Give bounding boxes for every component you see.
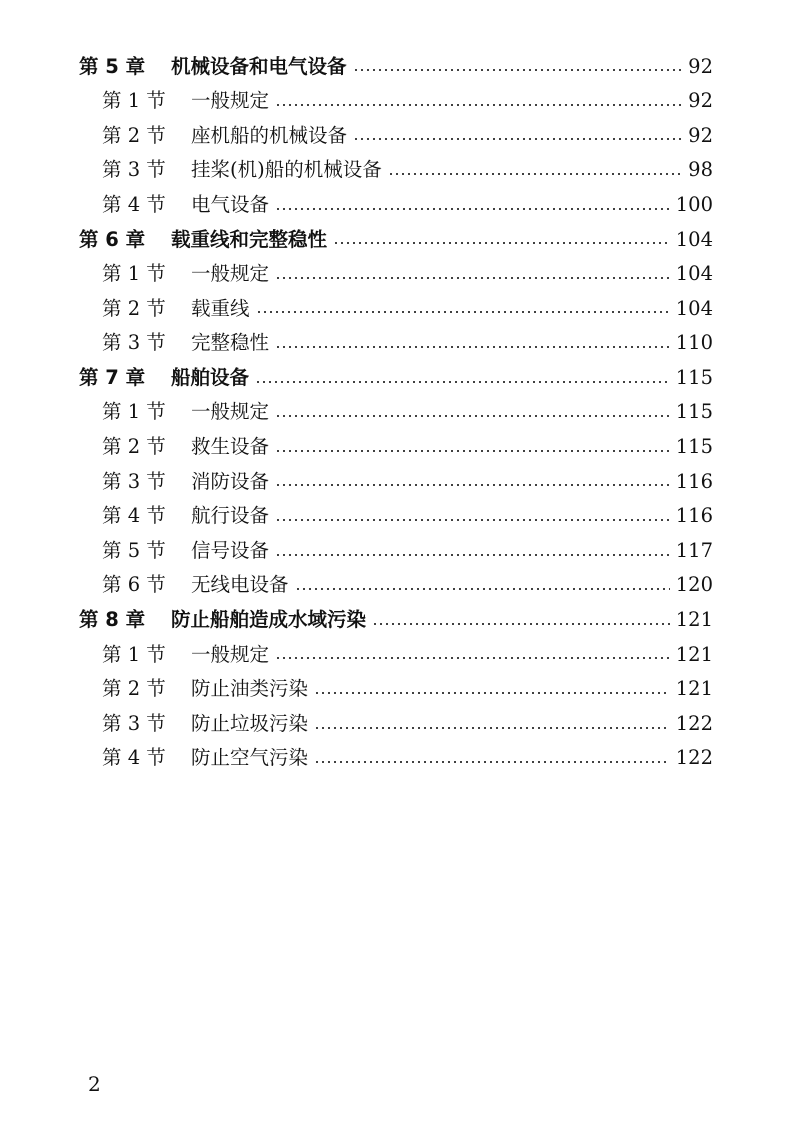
- entry-page-number: 104: [675, 296, 713, 320]
- dot-leader: [255, 381, 670, 383]
- entry-page-number: 115: [675, 435, 713, 459]
- entry-number: 第 5 节: [102, 538, 166, 562]
- entry-page-number: 117: [675, 538, 713, 562]
- entry-number: 第 2 节: [102, 677, 166, 701]
- entry-number: 第 8 章: [79, 608, 146, 632]
- dot-leader: [275, 657, 670, 659]
- entry-title: 电气设备: [191, 192, 270, 216]
- entry-title: 座机船的机械设备: [191, 123, 348, 147]
- dot-leader: [275, 554, 670, 556]
- entry-number: 第 3 节: [102, 158, 166, 182]
- dot-leader: [275, 208, 670, 210]
- dot-leader: [314, 692, 670, 694]
- toc-section-row: [0, 291, 790, 326]
- dot-leader: [275, 104, 682, 106]
- toc-chapter-row: [0, 360, 790, 395]
- entry-title: 完整稳性: [191, 331, 270, 355]
- dot-leader: [314, 761, 670, 763]
- toc-chapter-row: [0, 603, 790, 638]
- entry-title: 船舶设备: [171, 365, 250, 389]
- entry-number: 第 4 节: [102, 192, 166, 216]
- entry-page-number: 116: [675, 469, 713, 493]
- entry-page-number: 121: [675, 642, 713, 666]
- entry-title: 载重线: [191, 296, 250, 320]
- entry-number: 第 1 节: [102, 400, 166, 424]
- entry-number: 第 6 章: [79, 227, 146, 251]
- entry-number: 第 4 节: [102, 746, 166, 770]
- entry-number: 第 5 章: [79, 54, 146, 78]
- entry-title: 防止油类污染: [191, 677, 309, 701]
- toc-section-row: [0, 464, 790, 499]
- entry-title: 一般规定: [191, 642, 270, 666]
- toc-section-row: [0, 326, 790, 361]
- entry-page-number: 120: [675, 573, 713, 597]
- toc-section-row: [0, 84, 790, 119]
- entry-page-number: 92: [688, 54, 713, 78]
- dot-leader: [353, 138, 682, 140]
- entry-page-number: 121: [675, 677, 713, 701]
- toc-section-row: [0, 568, 790, 603]
- entry-number: 第 1 节: [102, 262, 166, 286]
- dot-leader: [314, 727, 670, 729]
- dot-leader: [372, 623, 670, 625]
- entry-title: 载重线和完整稳性: [171, 227, 328, 251]
- entry-title: 防止船舶造成水域污染: [171, 608, 367, 632]
- entry-number: 第 1 节: [102, 642, 166, 666]
- entry-title: 机械设备和电气设备: [171, 54, 347, 78]
- entry-number: 第 4 节: [102, 504, 166, 528]
- page-folio: 2: [88, 1072, 101, 1096]
- entry-page-number: 104: [675, 262, 713, 286]
- entry-title: 一般规定: [191, 89, 270, 113]
- entry-page-number: 92: [688, 123, 713, 147]
- entry-number: 第 7 章: [79, 365, 146, 389]
- dot-leader: [275, 519, 670, 521]
- entry-number: 第 3 节: [102, 711, 166, 735]
- dot-leader: [353, 69, 683, 71]
- toc-chapter-row: [0, 49, 790, 84]
- dot-leader: [275, 450, 670, 452]
- entry-page-number: 98: [688, 158, 713, 182]
- toc-section-row: [0, 187, 790, 222]
- entry-page-number: 122: [675, 746, 713, 770]
- entry-title: 救生设备: [191, 435, 270, 459]
- dot-leader: [275, 346, 670, 348]
- dot-leader: [275, 277, 670, 279]
- entry-page-number: 115: [675, 400, 713, 424]
- entry-number: 第 6 节: [102, 573, 166, 597]
- table-of-contents: [0, 49, 790, 775]
- toc-chapter-row: [0, 222, 790, 257]
- toc-section-row: [0, 741, 790, 776]
- entry-page-number: 100: [675, 192, 713, 216]
- toc-section-row: [0, 672, 790, 707]
- dot-leader: [388, 173, 682, 175]
- entry-number: 第 2 节: [102, 123, 166, 147]
- entry-title: 无线电设备: [191, 573, 289, 597]
- entry-number: 第 2 节: [102, 435, 166, 459]
- entry-title: 一般规定: [191, 400, 270, 424]
- entry-page-number: 110: [675, 331, 713, 355]
- toc-section-row: [0, 395, 790, 430]
- entry-page-number: 92: [688, 89, 713, 113]
- toc-section-row: [0, 430, 790, 465]
- entry-title: 航行设备: [191, 504, 270, 528]
- toc-section-row: [0, 257, 790, 292]
- entry-number: 第 3 节: [102, 469, 166, 493]
- entry-page-number: 121: [675, 608, 713, 632]
- toc-section-row: [0, 533, 790, 568]
- toc-section-row: [0, 153, 790, 188]
- toc-section-row: [0, 637, 790, 672]
- entry-number: 第 3 节: [102, 331, 166, 355]
- toc-section-row: [0, 499, 790, 534]
- dot-leader: [295, 588, 670, 590]
- entry-page-number: 116: [675, 504, 713, 528]
- entry-title: 消防设备: [191, 469, 270, 493]
- entry-page-number: 122: [675, 711, 713, 735]
- entry-page-number: 104: [675, 227, 713, 251]
- entry-title: 一般规定: [191, 262, 270, 286]
- entry-title: 挂桨(机)船的机械设备: [191, 158, 382, 182]
- toc-section-row: [0, 706, 790, 741]
- entry-number: 第 2 节: [102, 296, 166, 320]
- entry-title: 防止空气污染: [191, 746, 309, 770]
- entry-number: 第 1 节: [102, 89, 166, 113]
- toc-section-row: [0, 118, 790, 153]
- dot-leader: [275, 484, 670, 486]
- entry-page-number: 115: [675, 365, 713, 389]
- dot-leader: [333, 242, 670, 244]
- dot-leader: [256, 311, 670, 313]
- entry-title: 信号设备: [191, 538, 270, 562]
- dot-leader: [275, 415, 670, 417]
- entry-title: 防止垃圾污染: [191, 711, 309, 735]
